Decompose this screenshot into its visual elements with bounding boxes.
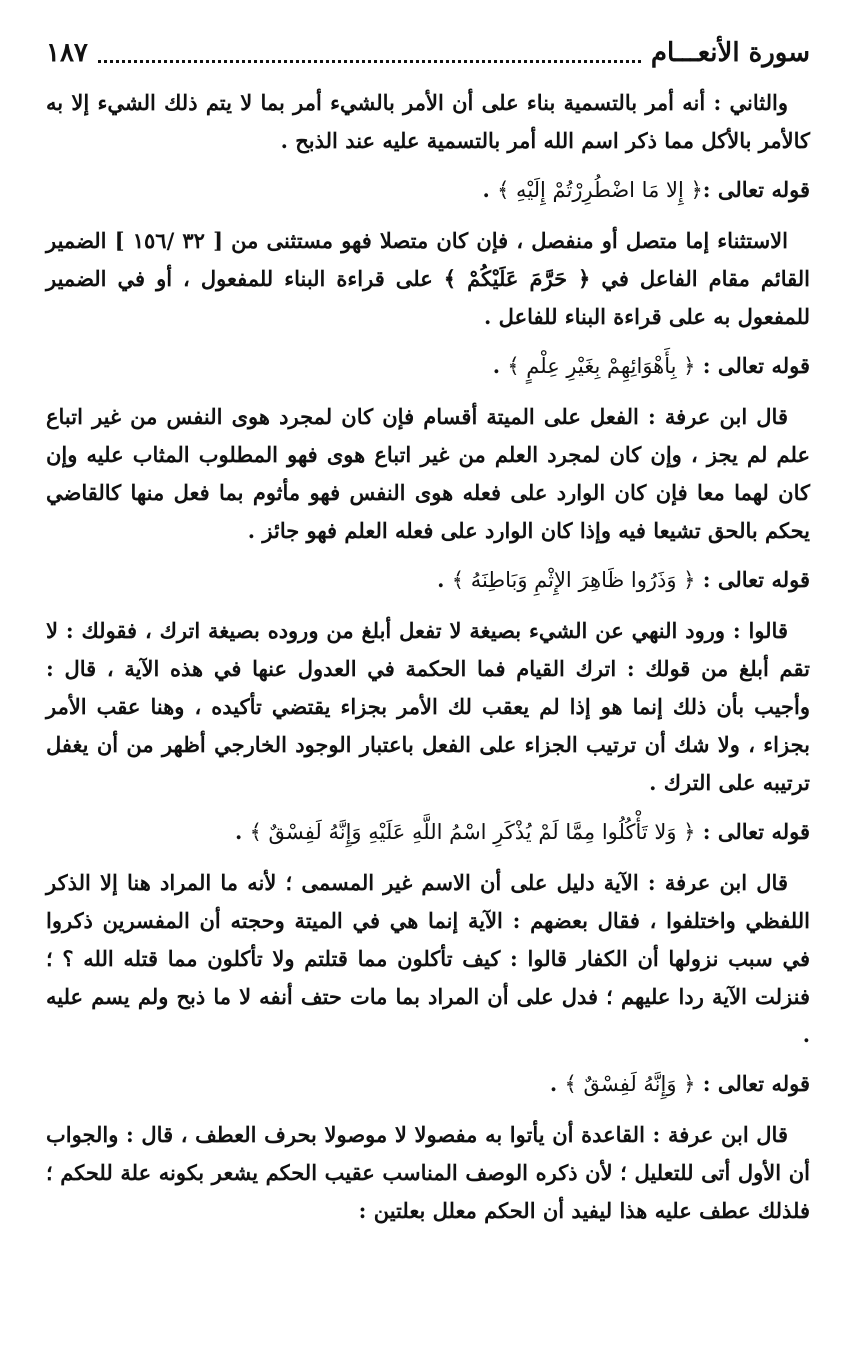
verse-heading xyxy=(46,170,810,210)
paragraph: قالوا : ورود النهي عن الشيء بصيغة لا تفعل أبلغ من وروده بصيغة اترك ، فقولك : لا تقم أبلغ من قولك : اترك القيام فما الحكمة في العدول عنها في هذه الآية ، قال : وأجيب بأن ذلك إنما هو إذا لم يعقب لك الأمر بجزاء يقتضي تأكيده ، وهنا عقب الأمر بجزاء ، ولا شك أن ترتيب الجزاء على الفعل باعتبار الوجود الخارجي أظهر من أن يغفل ترتيبه على الترك . xyxy=(46,618,810,795)
page-number: ١٨٧ xyxy=(46,38,88,68)
verse-intro: قوله تعالى : xyxy=(702,177,810,202)
verse-end: . xyxy=(492,353,508,378)
quran-quote: ﴿ وَلا تَأْكُلُوا مِمَّا لَمْ يُذْكَرِ اسْمُ اللَّهِ عَلَيْهِ وَإِنَّهُ لَفِسْقٌ ﴾ xyxy=(249,820,696,844)
verse-end: . xyxy=(437,567,452,592)
paragraph: الاستثناء إما متصل أو منفصل ، فإن كان متصلا فهو مستثنى من [ ٣٢ /١٥٦ ] الضمير القائم مقام الفاعل في ﴿ حَرَّمَ عَلَيْكُمْ ﴾ على قراءة البناء للمفعول ، أو في الضمير للمفعول به على قراءة البناء للفاعل . xyxy=(46,228,810,329)
verse-heading xyxy=(46,812,810,852)
quran-quote: ﴿ وَإِنَّهُ لَفِسْقٌ ﴾ xyxy=(564,1072,696,1096)
verse-end: . xyxy=(549,1071,565,1096)
verse-intro: قوله تعالى : xyxy=(695,353,810,378)
paragraph: قال ابن عرفة : الفعل على الميتة أقسام فإن كان لمجرد هوى النفس من غير اتباع علم لم يجز ، وإن كان لمجرد العلم من غير اتباع هوى فهو المطلوب المثاب عليه وإن كان لهما معا فإن كان الوارد على فعله هوى النفس فهو مأثوم بما فعل منها كالقاضي يحكم بالحق تشيعا فيه وإذا كان الوارد على فعله العلم فهو جائز . xyxy=(46,404,810,543)
verse-heading xyxy=(46,560,810,600)
paragraph: قال ابن عرفة : القاعدة أن يأتوا به مفصولا لا موصولا بحرف العطف ، قال : والجواب أن الأول أتى للتعليل ؛ لأن ذكره الوصف المناسب عقيب الحكم يشعر بكونه علة للحكم ؛ فلذلك عطف عليه هذا ليفيد أن الحكم معلل بعلتين : xyxy=(46,1122,810,1223)
paragraph: والثاني : أنه أمر بالتسمية بناء على أن الأمر بالشيء أمر بما لا يتم ذلك الشيء إلا به كالأمر بالأكل مما ذكر اسم الله أمر بالتسمية عليه عند الذبح . xyxy=(46,90,810,153)
running-header xyxy=(46,38,810,78)
quran-quote: ﴿ وَذَرُوا ظَاهِرَ الإِثْمِ وَبَاطِنَهُ ﴾ xyxy=(451,568,696,592)
paragraph: قال ابن عرفة : الآية دليل على أن الاسم غير المسمى ؛ لأنه ما المراد هنا إلا الذكر اللفظي واختلفوا ، فقال بعضهم : الآية إنما هي في الميتة وحجته أن المفسرين ذكروا في سبب نزولها أن الكفار قالوا : كيف تأكلون مما قتلتم ولا تأكلون مما قتله الله ؟ ؛ فنزلت الآية ردا عليهم ؛ فدل على أن المراد بما مات حتف أنفه لا ما ذبح ولم يسم عليه . xyxy=(46,870,810,1047)
verse-end: . xyxy=(234,819,250,844)
verse-heading xyxy=(46,1064,810,1104)
header-dot-leader xyxy=(98,60,641,63)
quran-quote: ﴿ إِلا مَا اضْطُرِرْتُمْ إِلَيْهِ ﴾ xyxy=(497,178,703,202)
verse-end: . xyxy=(482,177,498,202)
verse-intro: قوله تعالى : xyxy=(695,819,810,844)
quran-quote: ﴿ بِأَهْوَائِهِمْ بِغَيْرِ عِلْمٍ ﴾ xyxy=(507,354,696,378)
sura-title: سورة الأنعـــام xyxy=(650,38,810,68)
verse-heading xyxy=(46,346,810,386)
verse-intro: قوله تعالى : xyxy=(695,1071,810,1096)
verse-intro: قوله تعالى : xyxy=(695,567,810,592)
page-body xyxy=(46,84,810,1230)
